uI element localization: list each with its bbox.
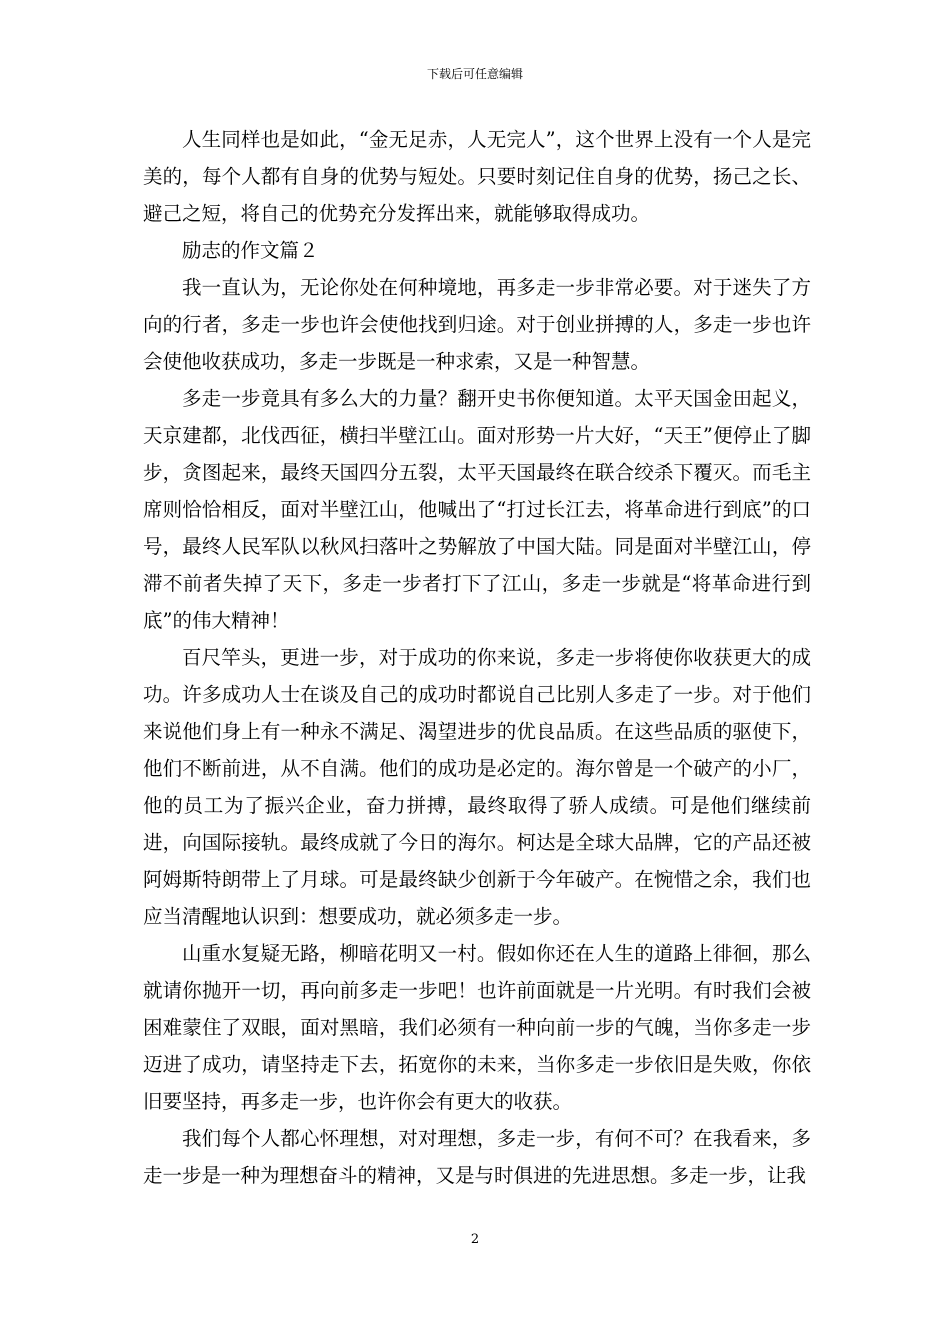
paragraph: 我一直认为，无论你处在何种境地，再多走一步非常必要。对于迷失了方向的行者，多走一步也许会使他找到归途。对于创业拼搏的人，多走一步也许会使他收获成功，多走一步既是一种求索，又是一种智慧。 — [143, 276, 811, 373]
section-heading: 励志的作文篇２ — [182, 239, 319, 262]
paragraph: 百尺竿头，更进一步，对于成功的你来说，多走一步将使你收获更大的成功。许多成功人士在谈及自己的成功时都说自己比别人多走了一步。对于他们来说他们身上有一种永不满足、渴望进步的优良品质。在这些品质的驱使下，他们不断前进，从不自满。他们的成功是必定的。海尔曾是一个破产的小厂，他的员工为了振兴企业，奋力拼搏，最终取得了骄人成绩。可是他们继续前进，向国际接轨。最终成就了今日的海尔。柯达是全球大品牌，它的产品还被阿姆斯特朗带上了月球。可是最终缺少创新于今年破产。在惋惜之余，我们也应当清醒地认识到：想要成功，就必须多走一步。 — [143, 646, 811, 928]
paragraph: 我们每个人都心怀理想，对对理想，多走一步，有何不可？在我看来，多走一步是一种为理想奋斗的精神，又是与时俱进的先进思想。多走一步，让我 — [143, 1127, 811, 1187]
paragraph: 多走一步竟具有多么大的力量？翻开史书你便知道。太平天国金田起义，天京建都，北伐西征，横扫半壁江山。面对形势一片大好，“天王”便停止了脚步，贪图起来，最终天国四分五裂，太平天国最终在联合绞杀下覆灭。而毛主席则恰恰相反，面对半壁江山，他喊出了“打过长江去，将革命进行到底”的口号，最终人民军队以秋风扫落叶之势解放了中国大陆。同是面对半壁江山，停滞不前者失掉了天下，多走一步者打下了江山，多走一步就是“将革命进行到底”的伟大精神！ — [143, 387, 811, 632]
document-body — [143, 121, 811, 1194]
page-number: 2 — [470, 1232, 480, 1247]
paragraph: 人生同样也是如此，“金无足赤，人无完人”，这个世界上没有一个人是完美的，每个人都有自身的优势与短处。只要时刻记住自身的优势，扬己之长、避己之短，将自己的优势充分发挥出来，就能够取得成功。 — [143, 128, 811, 225]
page-header: 下载后可任意编辑 — [426, 67, 523, 81]
paragraph: 山重水复疑无路，柳暗花明又一村。假如你还在人生的道路上徘徊，那么就请你抛开一切，再向前多走一步吧！也许前面就是一片光明。有时我们会被困难蒙住了双眼，面对黑暗，我们必须有一种向前一步的气魄，当你多走一步迈进了成功，请坚持走下去，拓宽你的未来，当你多走一步依旧是失败，你依旧要坚持，再多走一步，也许你会有更大的收获。 — [143, 942, 811, 1113]
